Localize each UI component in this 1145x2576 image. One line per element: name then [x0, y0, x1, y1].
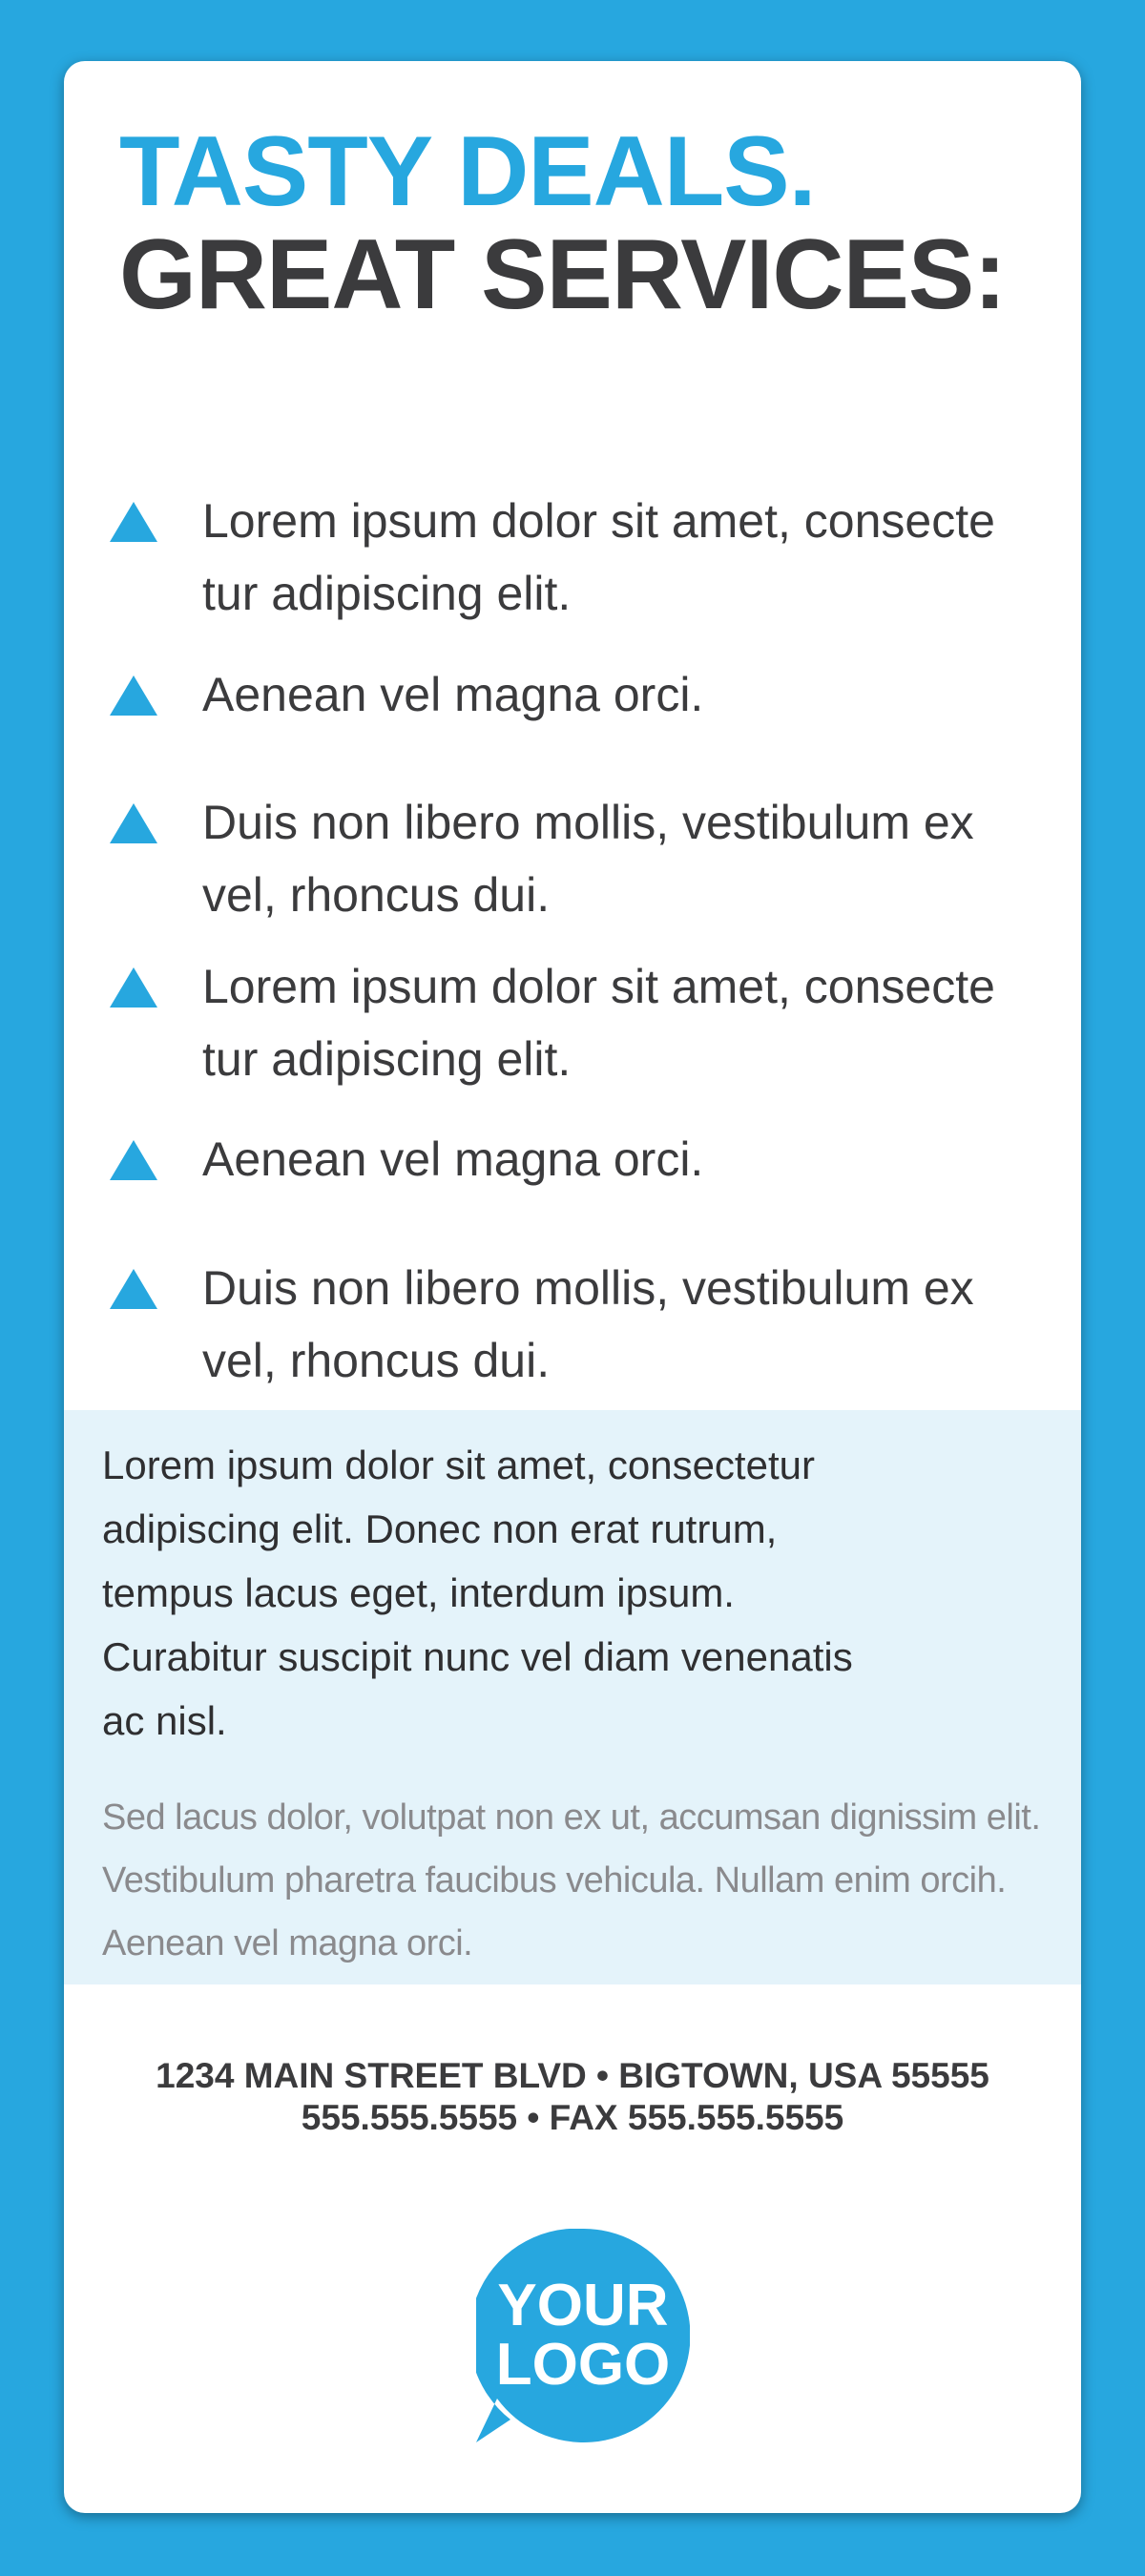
logo-line-1: YOUR: [497, 2273, 669, 2338]
triangle-bullet-icon: [110, 502, 157, 542]
flyer-card: [64, 61, 1081, 2513]
contact-block: [64, 2055, 1081, 2139]
triangle-bullet-icon: [110, 803, 157, 843]
headline: [119, 116, 1006, 330]
feature-text: Aenean vel magna orci.: [202, 668, 704, 721]
logo-badge: [476, 2229, 690, 2442]
feature-text: Duis non libero mollis, vestibulum ex vel, rhoncus dui.: [202, 1261, 974, 1387]
triangle-bullet-icon: [110, 967, 157, 1008]
phone-fax: 555.555.5555 • FAX 555.555.5555: [301, 2098, 844, 2137]
triangle-bullet-icon: [110, 1140, 157, 1180]
logo-text: [476, 2273, 690, 2398]
headline-line-1: TASTY DEALS.: [119, 116, 816, 227]
street-address: 1234 MAIN STREET BLVD • BIGTOWN, USA 55555: [156, 2056, 989, 2095]
triangle-bullet-icon: [110, 675, 157, 716]
info-main-text: Lorem ipsum dolor sit amet, consectetur adipiscing elit. Donec non erat rutrum, tempus lacus eget, interdum ipsum. Curabitur suscipit nunc vel diam venenatis ac nisl.: [102, 1443, 853, 1743]
triangle-bullet-icon: [110, 1269, 157, 1309]
info-secondary-text: Sed lacus dolor, volutpat non ex ut, accumsan dignissim elit. Vestibulum pharetra faucibus vehicula. Nullam enim orcih. Aenean vel magna orci.: [102, 1797, 1041, 1963]
feature-text: Lorem ipsum dolor sit amet, consecte tur adipiscing elit.: [202, 494, 995, 620]
logo-line-2: LOGO: [495, 2332, 671, 2398]
headline-line-2: GREAT SERVICES:: [119, 219, 1006, 330]
feature-text: Duis non libero mollis, vestibulum ex vel, rhoncus dui.: [202, 796, 974, 922]
info-panel: [64, 1410, 1081, 1984]
feature-text: Lorem ipsum dolor sit amet, consecte tur adipiscing elit.: [202, 960, 995, 1086]
feature-text: Aenean vel magna orci.: [202, 1132, 704, 1186]
